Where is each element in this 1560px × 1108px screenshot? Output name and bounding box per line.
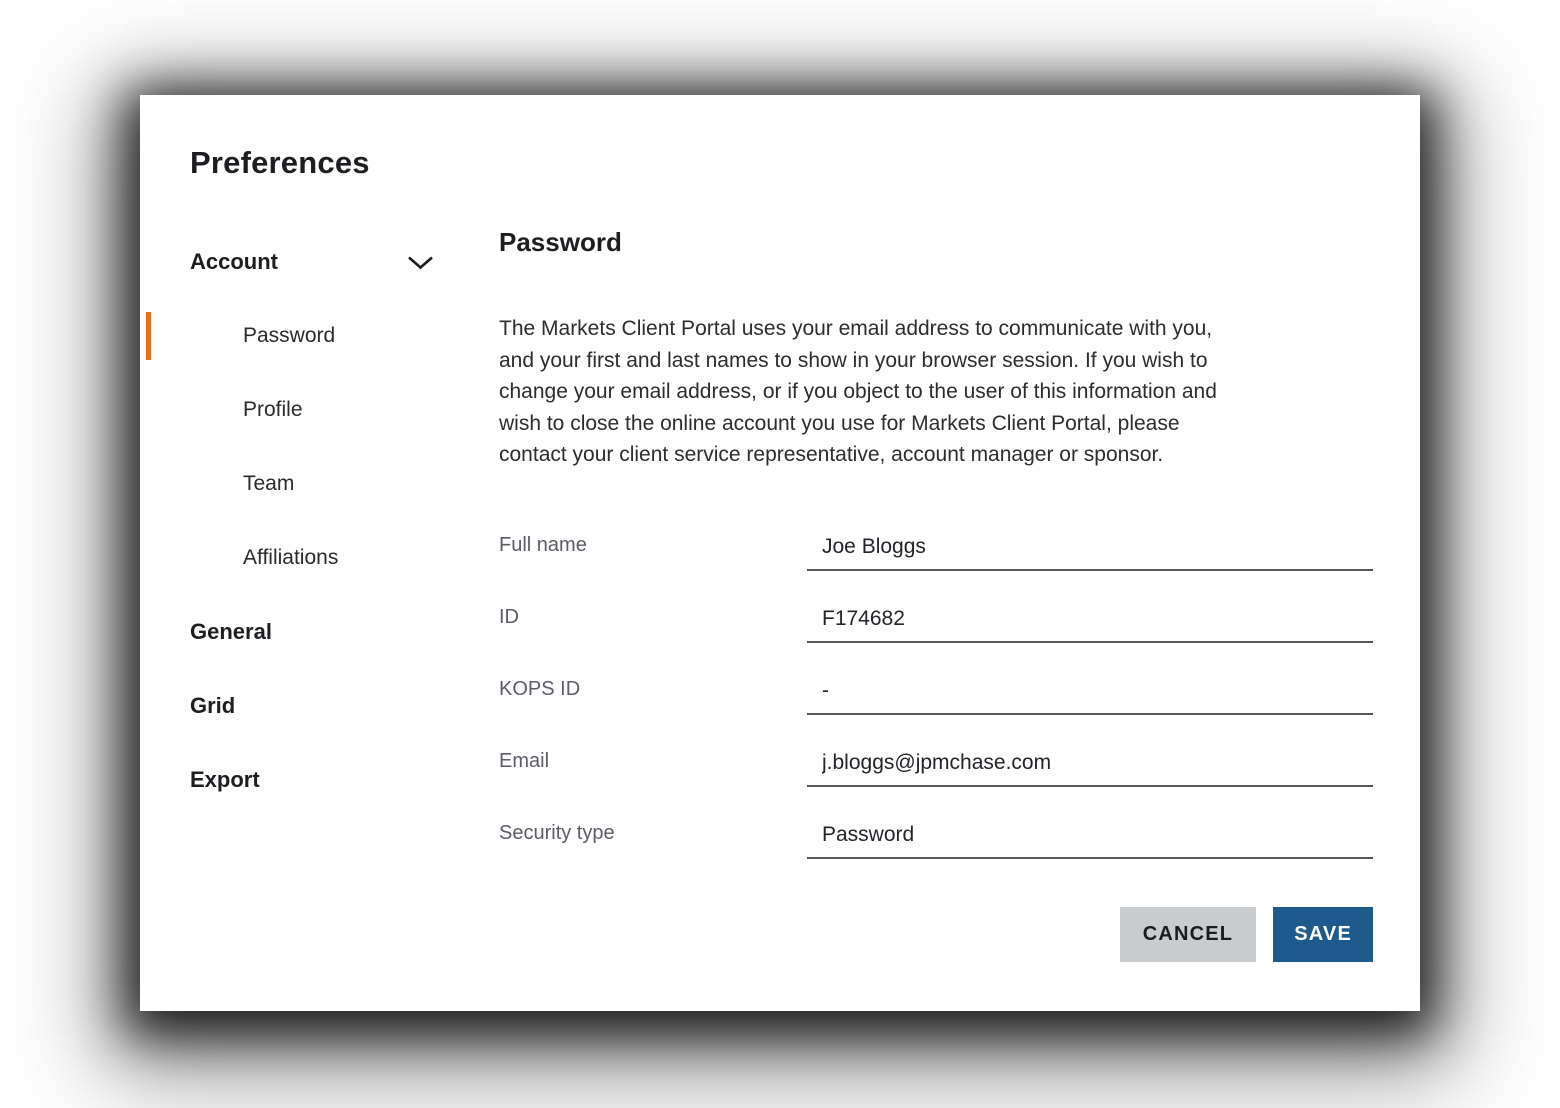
cancel-button[interactable]: CANCEL bbox=[1120, 907, 1257, 962]
field-row-security-type bbox=[499, 787, 1373, 859]
sidebar-item-general[interactable] bbox=[190, 595, 437, 669]
description-line: change your email address, or if you object to the user of this information and bbox=[499, 380, 1217, 403]
sidebar-item-grid[interactable] bbox=[190, 669, 437, 743]
description-line: and your first and last names to show in your browser session. If you wish to bbox=[499, 348, 1208, 372]
sidebar-item-profile-label: Profile bbox=[243, 398, 303, 421]
full-name-input[interactable] bbox=[807, 535, 1373, 571]
preferences-dialog bbox=[140, 95, 1420, 1011]
email-input[interactable] bbox=[807, 751, 1373, 787]
save-button[interactable]: SAVE bbox=[1273, 907, 1373, 962]
sidebar-item-password[interactable] bbox=[190, 299, 437, 373]
sidebar-item-account[interactable] bbox=[190, 225, 437, 299]
sidebar-item-team-label: Team bbox=[243, 472, 295, 495]
dialog-body bbox=[190, 225, 1373, 962]
sidebar-item-affiliations-label: Affiliations bbox=[243, 546, 339, 569]
sidebar-item-export[interactable] bbox=[190, 743, 437, 817]
full-name-label: Full name bbox=[499, 533, 587, 556]
dialog-title: Preferences bbox=[190, 145, 370, 180]
kops-id-label: KOPS ID bbox=[499, 677, 581, 700]
preferences-sidebar bbox=[190, 225, 437, 962]
description-line: wish to close the online account you use for Markets Client Portal, please bbox=[499, 411, 1180, 435]
profile-form bbox=[499, 499, 1373, 859]
field-row-email bbox=[499, 715, 1373, 787]
description-line: The Markets Client Portal uses your email address to communicate with you, bbox=[499, 317, 1213, 340]
account-sub-list bbox=[190, 299, 437, 595]
section-description bbox=[499, 313, 1373, 471]
section-heading: Password bbox=[499, 227, 622, 257]
sidebar-item-password-label: Password bbox=[243, 324, 336, 347]
section-content bbox=[499, 225, 1373, 962]
field-row-kops-id bbox=[499, 643, 1373, 715]
kops-id-input[interactable] bbox=[807, 679, 1373, 715]
field-row-id bbox=[499, 571, 1373, 643]
sidebar-item-general-label: General bbox=[190, 619, 272, 644]
sidebar-item-profile[interactable] bbox=[190, 373, 437, 447]
email-label: Email bbox=[499, 749, 550, 772]
dialog-actions bbox=[499, 907, 1373, 962]
field-row-full-name bbox=[499, 499, 1373, 571]
sidebar-item-affiliations[interactable] bbox=[190, 521, 437, 595]
sidebar-item-grid-label: Grid bbox=[190, 693, 236, 718]
id-input[interactable] bbox=[807, 607, 1373, 643]
sidebar-item-team[interactable] bbox=[190, 447, 437, 521]
description-line: contact your client service representative, account manager or sponsor. bbox=[499, 443, 1164, 466]
security-type-label: Security type bbox=[499, 821, 615, 844]
id-label: ID bbox=[499, 605, 519, 628]
security-type-input[interactable] bbox=[807, 823, 1373, 859]
sidebar-item-account-label: Account bbox=[190, 249, 278, 274]
sidebar-item-export-label: Export bbox=[190, 767, 260, 792]
chevron-down-icon bbox=[407, 255, 434, 270]
